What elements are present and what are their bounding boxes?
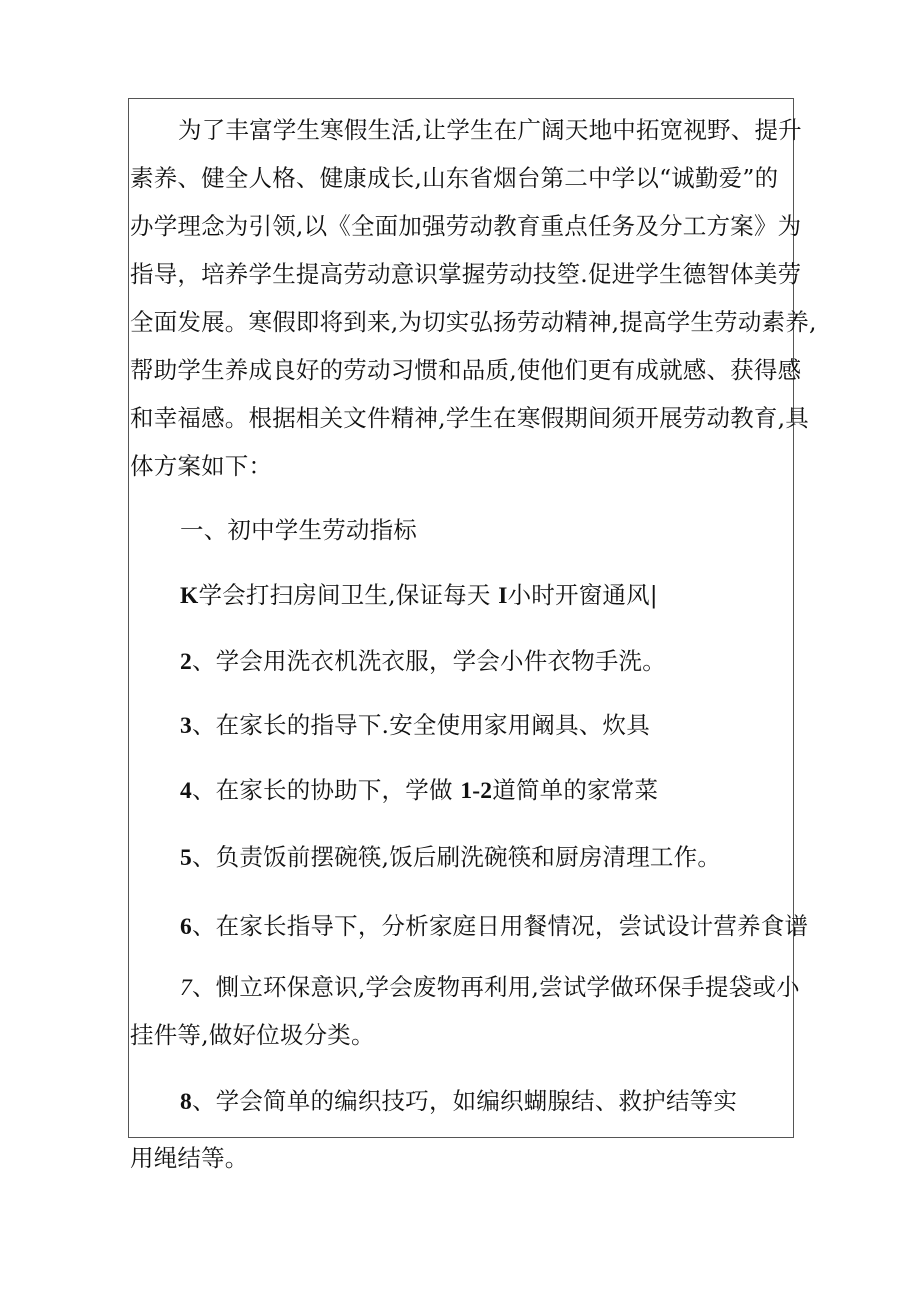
item-number: 3	[180, 713, 192, 739]
intro-line-8: 体方案如下：	[130, 452, 273, 480]
list-item-continuation: 用绳结等。	[130, 1144, 249, 1172]
item-number: 4	[180, 778, 192, 804]
item-number-inline: 1-2	[460, 778, 493, 804]
intro-line-4: 指导，培养学生提高劳动意识掌握劳动技箜.促进学生德智体美劳	[130, 260, 802, 288]
item-number: 7	[180, 975, 192, 1001]
intro-line-3: 办学理念为引领,以《全面加强劳动教育重点任务及分工方案》为	[130, 212, 802, 240]
item-text: 、学会用洗衣机洗衣服，学会小件衣物手洗。	[191, 647, 666, 675]
item-text: 学会打扫房间卫生,保证每天	[198, 581, 491, 609]
item-number: 6	[180, 914, 192, 940]
list-item-continuation: 挂件等,做好位圾分类。	[130, 1021, 375, 1049]
list-item	[180, 1086, 737, 1117]
item-text: 、在家长的指导下.安全使用家用阚具、炊具	[191, 711, 650, 739]
intro-line-1: 为了丰富学生寒假生活,让学生在广阔天地中拓宽视野、提升	[178, 116, 802, 144]
list-item	[180, 775, 658, 806]
item-number: K	[180, 583, 199, 609]
item-number: 5	[180, 845, 192, 871]
item-text-tail: 道简单的家常菜	[492, 776, 659, 804]
item-text: 、在家长指导下，分析家庭日用餐情况，尝试设计营养食谱	[191, 912, 809, 940]
item-text: 、学会简单的编织技巧，如编织蝴腺结、救护结等实	[191, 1087, 738, 1115]
item-text: 、惻立环保意识,学会废物再利用,尝试学做环保手提袋或小	[191, 973, 800, 1001]
list-item	[180, 911, 808, 942]
item-number-inline: I	[498, 583, 508, 609]
list-item	[180, 710, 650, 741]
list-item	[180, 972, 800, 1003]
item-text: 、在家长的协助下，学做	[191, 776, 453, 804]
intro-line-7: 和幸福感。根据相关文件精神,学生在寒假期间须开展劳动教育,具	[130, 404, 809, 432]
item-number: 8	[180, 1089, 192, 1115]
list-item	[180, 646, 666, 677]
intro-line-6: 帮助学生养成良好的劳动习惯和品质,使他们更有成就感、获得感	[130, 356, 802, 384]
intro-line-5: 全面发展。寒假即将到来,为切实弘扬劳动精神,提高学生劳动素养,	[130, 308, 817, 336]
list-item	[180, 842, 721, 873]
item-number: 2	[180, 649, 192, 675]
item-text-tail: 小时开窗通风|	[507, 581, 658, 609]
list-item	[180, 580, 658, 611]
section-heading: 一、初中学生劳动指标	[180, 516, 417, 544]
item-text: 、负责饭前摆碗筷,饭后刷洗碗筷和厨房清理工作。	[191, 843, 722, 871]
intro-line-2: 素养、健全人格、健康成长,山东省烟台第二中学以“诚勤爱”的	[130, 164, 779, 192]
